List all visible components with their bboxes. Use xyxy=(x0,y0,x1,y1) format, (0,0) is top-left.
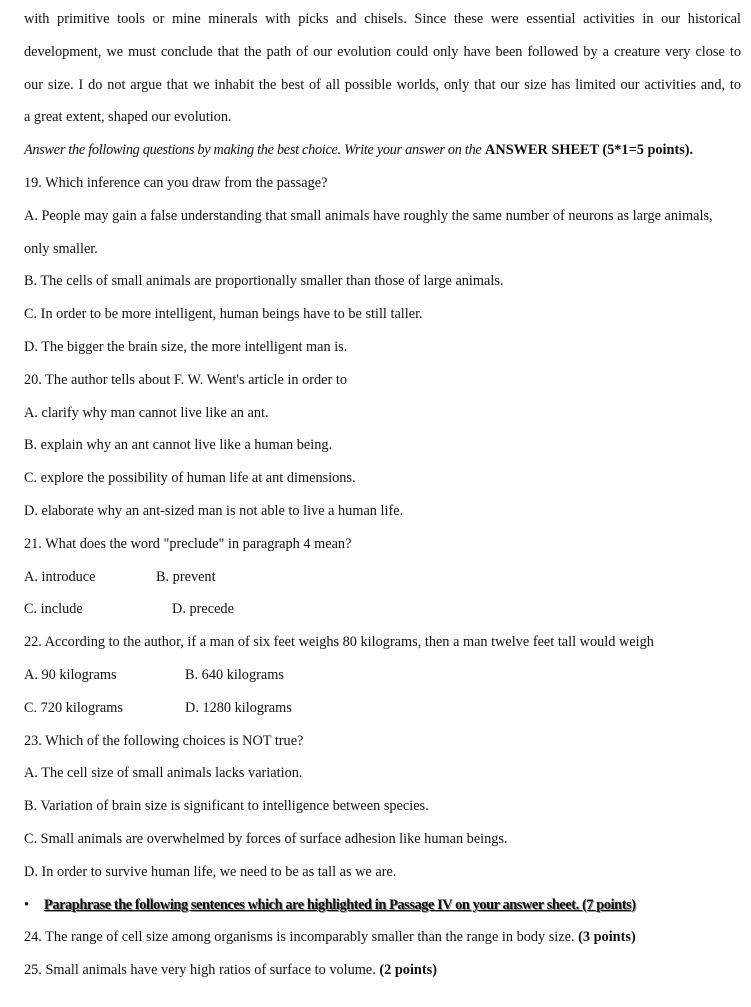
option: B. prevent xyxy=(156,568,216,585)
option: B. The cells of small animals are proportionally smaller than those of large animals. xyxy=(24,273,504,290)
paraphrase-heading-row xyxy=(24,889,741,922)
option: D. 1280 kilograms xyxy=(185,699,292,716)
instruction-bold: ANSWER SHEET (5*1=5 points). xyxy=(485,142,694,159)
option: D. precede xyxy=(172,601,234,618)
option: A. People may gain a false understanding that small animals have roughly the same number of neurons as large animals, xyxy=(24,207,713,224)
option: A. 90 kilograms xyxy=(24,666,117,683)
option-row xyxy=(24,593,741,626)
option: only smaller. xyxy=(24,240,98,257)
option: D. The bigger the brain size, the more intelligent man is. xyxy=(24,338,348,355)
option: D. In order to survive human life, we need to be as tall as we are. xyxy=(24,863,397,880)
option: B. explain why an ant cannot live like a human being. xyxy=(24,437,333,454)
option-row xyxy=(24,692,741,725)
passage-line: development, we must conclude that the path of our evolution could only have been followed by a creature very close to xyxy=(24,43,741,60)
instruction xyxy=(24,134,741,167)
question-stem: 23. Which of the following choices is NOT true? xyxy=(24,732,304,749)
option: B. 640 kilograms xyxy=(185,666,284,683)
question-stem: 19. Which inference can you draw from the passage? xyxy=(24,174,328,191)
passage-line: a great extent, shaped our evolution. xyxy=(24,109,232,126)
option: C. In order to be more intelligent, human beings have to be still taller. xyxy=(24,306,423,323)
paraphrase-item xyxy=(24,954,741,987)
option: C. Small animals are overwhelmed by forces of surface adhesion like human beings. xyxy=(24,830,508,847)
points-label: (2 points) xyxy=(379,962,437,979)
option: A. clarify why man cannot live like an ant. xyxy=(24,404,269,421)
option: C. 720 kilograms xyxy=(24,699,123,716)
option: D. elaborate why an ant-sized man is not able to live a human life. xyxy=(24,502,404,519)
paraphrase-text: 24. The range of cell size among organisms is incomparably smaller than the range in body size. xyxy=(24,929,575,946)
option: B. Variation of brain size is significant to intelligence between species. xyxy=(24,798,429,815)
paraphrase-text: 25. Small animals have very high ratios of surface to volume. xyxy=(24,962,376,979)
paraphrase-heading: Paraphrase the following sentences which are highlighted in Passage IV on your answer sheet. (7 points) xyxy=(44,896,636,913)
option: C. include xyxy=(24,601,83,618)
question-stem: 20. The author tells about F. W. Went's article in order to xyxy=(24,371,347,388)
option-row xyxy=(24,561,741,594)
bullet-icon: • xyxy=(24,896,30,913)
question-stem: 21. What does the word "preclude" in paragraph 4 mean? xyxy=(24,535,352,552)
question-stem: 22. According to the author, if a man of six feet weighs 80 kilograms, then a man twelve feet tall would weigh xyxy=(24,634,654,651)
option-row xyxy=(24,659,741,692)
passage-line: our size. I do not argue that we inhabit the best of all possible worlds, only that our size has limited our activities and, to xyxy=(24,76,741,93)
option: C. explore the possibility of human life at ant dimensions. xyxy=(24,470,356,487)
passage-line: with primitive tools or mine minerals with picks and chisels. Since these were essential activities in our historical xyxy=(24,11,741,27)
points-label: (3 points) xyxy=(578,929,636,946)
paraphrase-item xyxy=(24,921,741,954)
instruction-italic: Answer the following questions by making the best choice. Write your answer on the xyxy=(24,142,482,159)
option: A. introduce xyxy=(24,568,96,585)
document-page xyxy=(24,3,741,987)
option: A. The cell size of small animals lacks variation. xyxy=(24,765,303,782)
